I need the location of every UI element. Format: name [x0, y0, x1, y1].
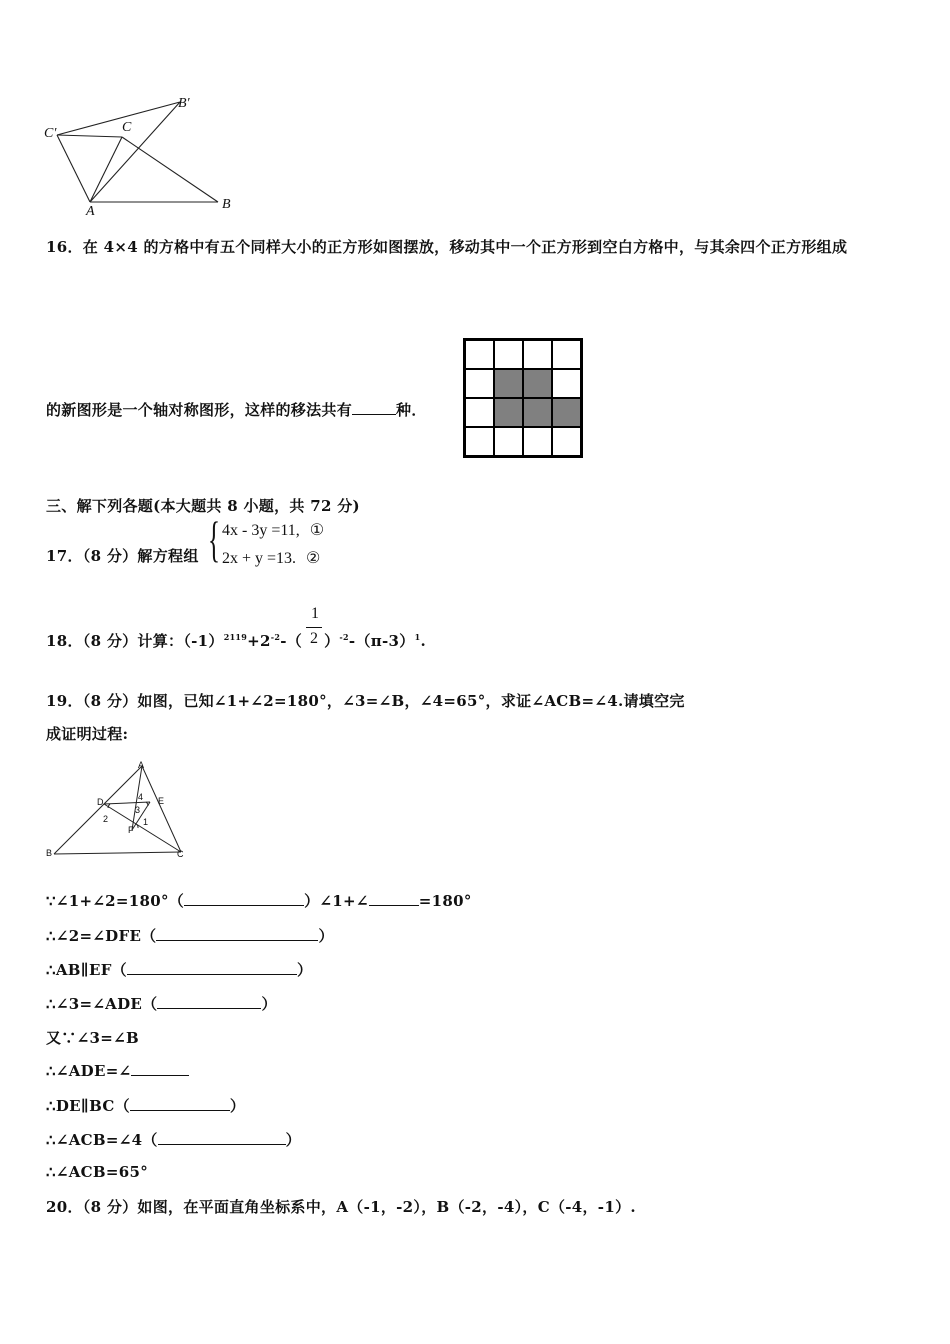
q19-step-1-close: ）∠1+∠	[304, 892, 369, 910]
grid-square-empty	[523, 427, 552, 456]
q17-eq1	[222, 520, 324, 540]
q19-step-1	[46, 890, 472, 911]
q17-prefix: 17．（8 分）解方程组	[46, 547, 199, 565]
q19-label-f: F	[128, 825, 134, 835]
grid-square-filled	[523, 369, 552, 398]
q19-label-3: 3	[135, 805, 141, 815]
q19-step-5: 又∵∠3=∠B	[46, 1029, 139, 1047]
q19-step-7	[46, 1095, 245, 1116]
grid-square-empty	[465, 398, 494, 427]
q18-prefix: 18．（8 分）计算：（-1）	[46, 632, 224, 650]
grid-square-empty	[552, 369, 581, 398]
grid-square-filled	[552, 398, 581, 427]
q19-label-4: 4	[138, 792, 144, 802]
q18-expression	[46, 630, 426, 651]
q18-part2: +2	[247, 632, 271, 650]
q19-step-2-close: ）	[318, 927, 334, 945]
q18-frac-bar	[306, 627, 322, 628]
q19-step-1-text: ∵∠1+∠2=180°（	[46, 892, 185, 910]
q19-step-6-text: ∴∠ADE=∠	[46, 1062, 132, 1080]
q16-line2-suffix: 种．	[396, 401, 427, 419]
q19-step-6-blank[interactable]	[131, 1061, 189, 1076]
rotation-figure	[40, 92, 250, 222]
label-c-prime: C′	[44, 126, 57, 141]
q19-step-8-close: ）	[285, 1131, 301, 1149]
q16-line1: 16．在 4×4 的方格中有五个同样大小的正方形如图摆放，移动其中一个正方形到空白方格中，与其余四个正方形组成	[46, 238, 848, 256]
q19-label-b: B	[46, 848, 53, 858]
q19-step-3-close: ）	[296, 961, 313, 979]
q18-exp2: -2	[270, 632, 281, 642]
q16-line2	[46, 399, 427, 420]
section3-title: 三、解下列各题(本大题共 8 小题，共 72 分)	[46, 497, 360, 515]
grid-square-empty	[465, 340, 494, 369]
q19-step-8	[46, 1129, 301, 1150]
q19-line1: 19．（8 分）如图，已知∠1+∠2=180°，∠3=∠B，∠4=65°，求证∠ACB=∠4.请填空完	[46, 692, 685, 710]
grid-square-filled	[494, 369, 523, 398]
q19-step-9: ∴∠ACB=65°	[46, 1163, 149, 1181]
q19-step-1-blank[interactable]	[184, 891, 304, 906]
label-c: C	[122, 120, 132, 135]
q19-label-d: D	[97, 797, 104, 807]
q17-eq1-mark: ①	[309, 522, 325, 539]
q19-step-4	[46, 993, 277, 1014]
q19-label-2: 2	[103, 814, 109, 824]
q19-step-4-blank[interactable]	[157, 994, 261, 1009]
q18-part3: -（	[280, 632, 303, 650]
q18-end: .	[420, 632, 426, 650]
q17-brace: {	[208, 511, 220, 567]
q18-exp1: 2119	[223, 632, 248, 642]
q19-step-2-text: ∴∠2=∠DFE（	[46, 927, 157, 945]
grid-square-empty	[465, 427, 494, 456]
label-a: A	[86, 204, 95, 219]
q17-eq2	[222, 548, 320, 568]
grid-square-empty	[494, 427, 523, 456]
q19-step-2	[46, 925, 334, 946]
q19-step-3-blank[interactable]	[127, 960, 297, 975]
q19-figure	[44, 758, 194, 863]
q19-step-2-blank[interactable]	[156, 926, 318, 941]
q19-step-8-text: ∴∠ACB=∠4（	[46, 1131, 158, 1149]
q19-step-4-text: ∴∠3=∠ADE（	[46, 995, 158, 1013]
q19-label-a: A	[138, 760, 145, 770]
q16-answer-blank[interactable]	[352, 400, 396, 415]
label-b-prime: B′	[178, 96, 190, 111]
grid-square-empty	[494, 340, 523, 369]
grid-square-filled	[494, 398, 523, 427]
q19-step-8-blank[interactable]	[158, 1130, 286, 1145]
q19-step-3-text: ∴AB∥EF（	[46, 961, 127, 979]
q18-part4: ）	[324, 632, 340, 650]
label-b: B	[222, 197, 231, 212]
grid-square-empty	[552, 340, 581, 369]
q19-step-4-close: ）	[261, 995, 277, 1013]
q19-step-1-blank2[interactable]	[369, 891, 419, 906]
q19-step-7-blank[interactable]	[130, 1096, 230, 1111]
q19-step-7-text: ∴DE∥BC（	[46, 1097, 130, 1115]
q19-line2: 成证明过程:	[46, 725, 129, 743]
q17-eq1-lhs: 4x - 3y =11,	[222, 522, 300, 539]
q20-text: 20．（8 分）如图，在平面直角坐标系中，A（-1，-2），B（-2，-4），C（-4，-1）.	[46, 1198, 636, 1216]
q18-exp4: -2	[339, 632, 349, 642]
grid-square-empty	[552, 427, 581, 456]
q17-eq2-mark: ②	[306, 550, 321, 567]
q18-exp5: 1	[414, 632, 421, 642]
q16-grid	[463, 338, 583, 458]
q16-line2-prefix: 的新图形是一个轴对称图形，这样的移法共有	[46, 401, 353, 419]
q18-part5: -（π-3）	[348, 632, 415, 650]
q18-frac-den: 2	[310, 630, 318, 647]
q19-step-1-tail: =180°	[418, 892, 472, 910]
q19-step-3	[46, 959, 312, 980]
q19-label-1: 1	[143, 817, 149, 827]
q19-step-7-close: ）	[229, 1097, 246, 1115]
q19-step-6	[46, 1061, 189, 1080]
grid-square-filled	[523, 398, 552, 427]
q18-frac-num: 1	[311, 605, 319, 622]
grid-square-empty	[523, 340, 552, 369]
q17-eq2-lhs: 2x + y =13.	[222, 550, 297, 567]
q19-label-c: C	[177, 849, 184, 859]
grid-square-empty	[465, 369, 494, 398]
q19-label-e: E	[158, 796, 165, 806]
